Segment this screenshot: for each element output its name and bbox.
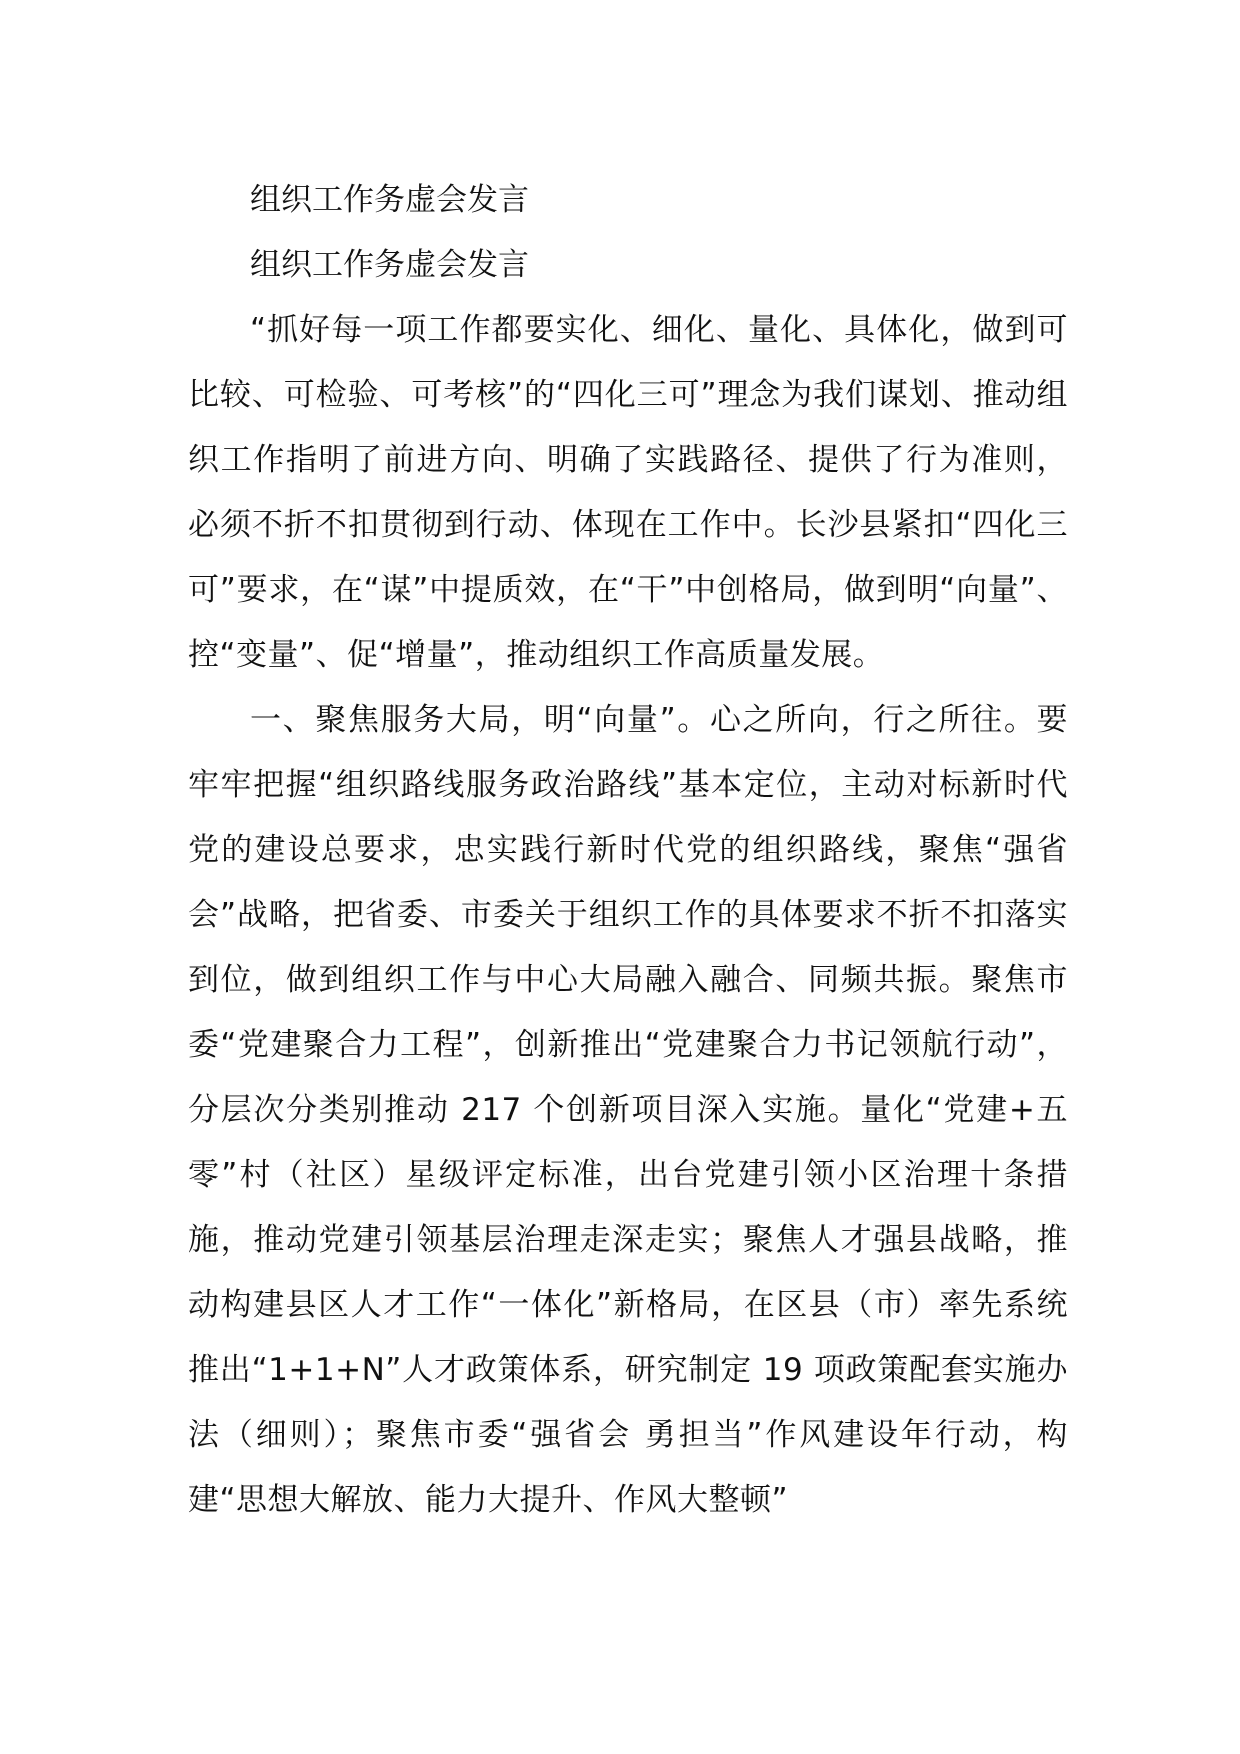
paragraph-intro: “抓好每一项工作都要实化、细化、量化、具体化，做到可比较、可检验、可考核”的“四化三可”理念为我们谋划、推动组织工作指明了前进方向、明确了实践路径、提供了行为准则，必须不折不扣贯彻到行动、体现在工作中。长沙县紧扣“四化三可”要求，在“谋”中提质效，在“干”中创格局，做到明“向量”、控“变量”、促“增量”，推动组织工作高质量发展。 (188, 312, 1068, 673)
document-subtitle: 组织工作务虚会发言 (250, 247, 529, 283)
document-body (188, 168, 1068, 1533)
document-title: 组织工作务虚会发言 (250, 182, 529, 218)
paragraph-section-one: 一、聚焦服务大局，明“向量”。心之所向，行之所往。要牢牢把握“组织路线服务政治路线”基本定位，主动对标新时代党的建设总要求，忠实践行新时代党的组织路线，聚焦“强省会”战略，把省委、市委关于组织工作的具体要求不折不扣落实到位，做到组织工作与中心大局融入融合、同频共振。聚焦市委“党建聚合力工程”，创新推出“党建聚合力书记领航行动”，分层次分类别推动 217 个创新项目深入实施。量化“党建+五零”村（社区）星级评定标准，出台党建引领小区治理十条措施，推动党建引领基层治理走深走实；聚焦人才强县战略，推动构建县区人才工作“一体化”新格局，在区县（市）率先系统推出“1+1+N”人才政策体系，研究制定 19 项政策配套实施办法（细则）；聚焦市委“强省会 勇担当”作风建设年行动，构建“思想大解放、能力大提升、作风大整顿” (188, 702, 1068, 1518)
